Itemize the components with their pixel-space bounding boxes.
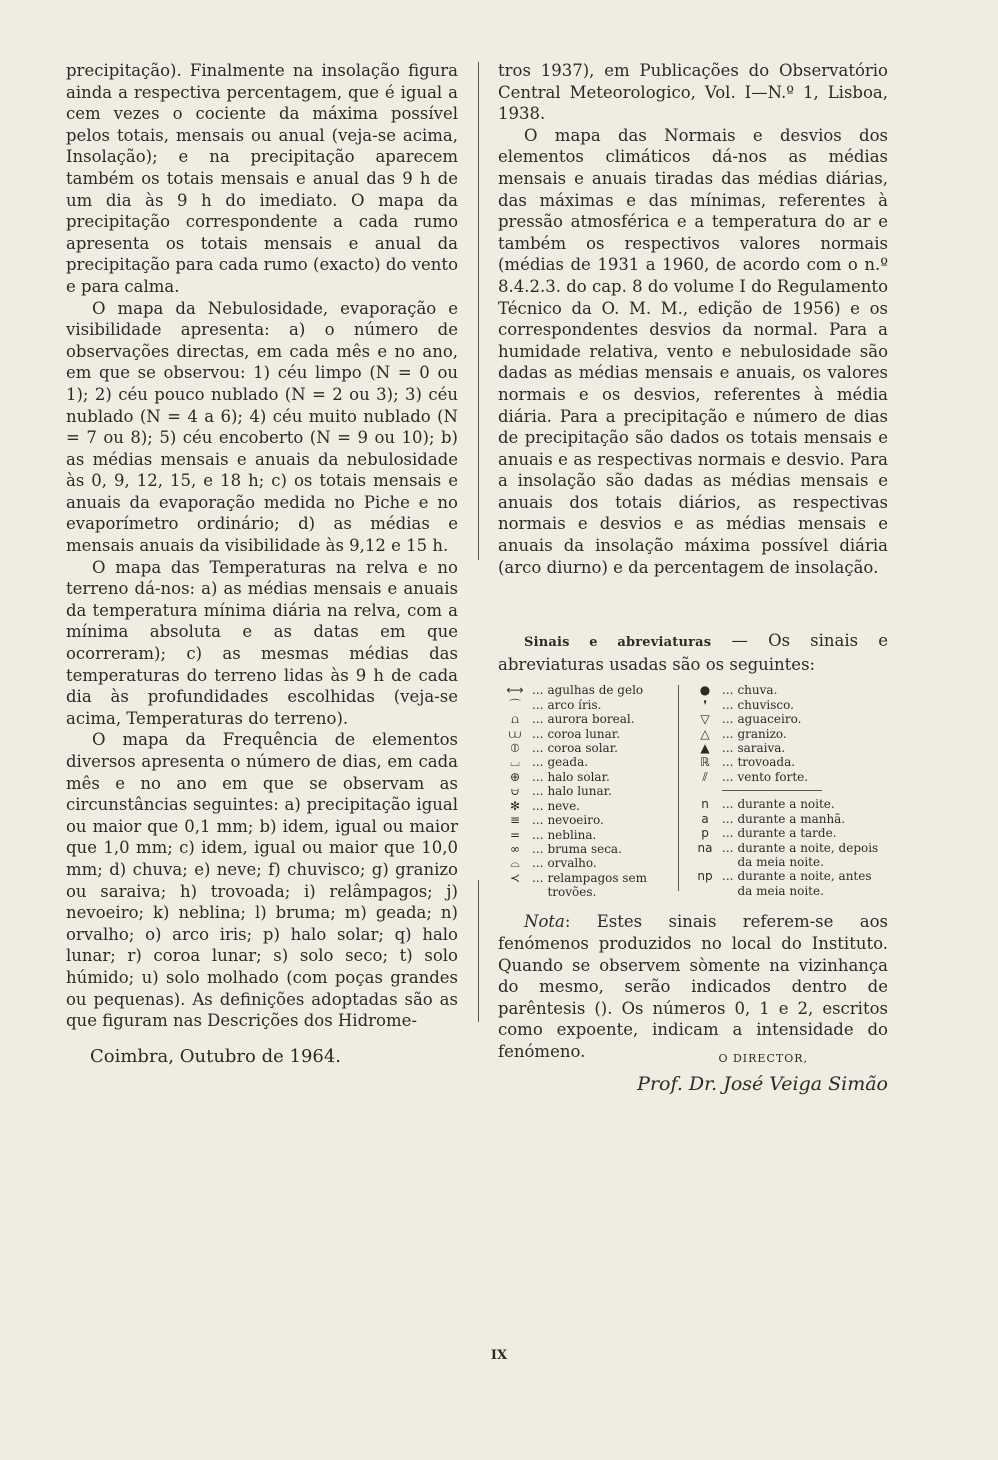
- signs_left-row: ⩊ ... coroa lunar.: [498, 727, 678, 741]
- signs_right-text: saraiva.: [737, 741, 786, 756]
- abbrev-code: np: [697, 869, 713, 884]
- weather-symbol-icon: ⊕: [509, 769, 521, 784]
- nota-paragraph: [498, 911, 888, 1062]
- weather-symbol-icon: ❜: [703, 697, 707, 712]
- signs_left-text: coroa lunar.: [547, 726, 621, 741]
- left-paragraph-3: O mapa das Temperaturas na relva e no terreno dá-nos: a) as médias mensais e anuais da temperatura mínima diária na relva, com a mínima absoluta e as datas em que ocorreram); c) as mesmas médias das temperaturas do terreno lidas às 9 h de cada dia às profundidades escolhidas (veja-se acima, Temperaturas do terreno).: [66, 557, 458, 728]
- weather-symbol-icon: △: [700, 726, 710, 741]
- left-column: [66, 60, 458, 1032]
- sinais-title: Sinais e abreviaturas: [524, 635, 712, 651]
- signs_left-text: neve.: [547, 798, 580, 813]
- signs_left-text: nevoeiro.: [547, 813, 604, 828]
- place-date: Coimbra, Outubro de 1964.: [90, 1046, 342, 1067]
- weather-symbol-icon: ≡: [509, 813, 521, 828]
- right-paragraph-2: O mapa das Normais e desvios dos elementos climáticos dá-nos as médias mensais e anuais tiradas das médias diárias, das máximas e das mínimas, referentes à pressão atmosférica e a temperatura do ar e também os respectivos valores normais (médias de 1931 a 1960, de acordo com o n.º 8.4.2.3. do cap. 8 do volume I do Regulamento Técnico da O. M. M., edição de 1956) e os correspondentes desvios da normal. Para a humidade relativa, vento e nebulosidade são dadas as médias mensais e anuais, os valores normais e os desvios, referentes à média diária. Para a precipitação e número de dias de precipitação são dados os totais mensais e anuais e as respectivas normais e desvio. Para a insolação são dadas as médias mensais e anuais dos totais diários, as respectivas normais e desvios e as médias mensais e anuais da insolação máxima possível diária (arco diurno) e da percentagem de insolação.: [498, 125, 888, 577]
- signs_right-text: trovoada.: [737, 755, 796, 770]
- signs_right-row: ● ... chuva.: [688, 683, 888, 697]
- right-paragraph-1: tros 1937), em Publicações do Observatório Central Meteorologico, Vol. I—N.º 1, Lisboa, 1938.: [498, 61, 888, 124]
- abbrev-code: na: [697, 840, 713, 855]
- signs_right-text: chuvisco.: [737, 697, 794, 712]
- signs_left-row: ✻ ... neve.: [498, 799, 678, 813]
- signs_left-row: ⌓ ... orvalho.: [498, 856, 678, 870]
- signs_left-text: coroa solar.: [547, 741, 618, 756]
- weather-symbol-icon: ⫽: [702, 769, 708, 784]
- signs_left-row: ⌴ ... geada.: [498, 755, 678, 769]
- signs_right-row: ⫽ ... vento forte.: [688, 770, 888, 784]
- signs-right-list: [688, 683, 888, 898]
- weather-symbol-icon: ▲: [700, 741, 710, 756]
- director-title: O DIRECTOR,: [718, 1052, 808, 1065]
- signs_right-row: △ ... granizo.: [688, 727, 888, 741]
- weather-symbol-icon: ⌒: [508, 697, 521, 712]
- signs_left-row: ⦶ ... coroa solar.: [498, 741, 678, 755]
- signs_right-row: ℝ ... trovoada.: [688, 755, 888, 769]
- signs_right-text: granizo.: [737, 726, 787, 741]
- signs_left-text: halo solar.: [547, 769, 610, 784]
- signs_left-text: geada.: [547, 755, 589, 770]
- left-paragraph-2: O mapa da Nebulosidade, evaporação e visibilidade apresenta: a) o número de observações directas, em cada mês e no ano, em que se observou: 1) céu limpo (N = 0 ou 1); 2) céu pouco nublado (N = 2 ou 3); 3) céu nublado (N = 4 a 6); 4) céu muito nublado (N = 7 ou 8); 5) céu encoberto (N = 9 ou 10); b) as médias mensais e anuais da nebulosidade às 0, 9, 12, 15, e 18 h; c) os totais mensais e anuais da evaporação medida no Piche e no evaporímetro ordinário; d) as médias e mensais anuais da visibilidade às 9,12 e 15 h.: [66, 298, 458, 556]
- signs_left-row: ⟷ ... agulhas de gelo: [498, 683, 678, 697]
- weather-symbol-icon: ●: [699, 683, 711, 698]
- signs_left-row: ⊕ ... halo solar.: [498, 770, 678, 784]
- signs_left-text: bruma seca.: [547, 841, 622, 856]
- signs_left-text: neblina.: [547, 827, 597, 842]
- weather-symbol-icon: ⦶: [510, 741, 520, 756]
- weather-symbol-icon: ⌓: [510, 856, 520, 871]
- signs_left-row: ⩍ ... aurora boreal.: [498, 712, 678, 726]
- weather-symbol-icon: ⩊: [508, 726, 522, 741]
- column-divider-gap: [478, 560, 481, 880]
- signs_left-row: ≺ ... relampagos sem trovões.: [498, 871, 678, 900]
- weather-symbol-icon: ∞: [510, 841, 520, 856]
- director-name: Prof. Dr. José Veiga Simão: [637, 1073, 888, 1095]
- abbrev-text: durante a noite, antes da meia noite.: [737, 869, 872, 898]
- sinais-heading: [498, 630, 888, 675]
- signs_right-row: ❜ ... chuvisco.: [688, 698, 888, 712]
- signs_left-text: orvalho.: [547, 856, 597, 871]
- signs_right-row: ▽ ... aguaceiro.: [688, 712, 888, 726]
- signs_right-row: ▲ ... saraiva.: [688, 741, 888, 755]
- left-paragraph-4: O mapa da Frequência de elementos diversos apresenta o número de dias, em cada mês e no ano em que se observam as circunstâncias seguintes: a) precipitação igual ou maior que 0,1 mm; b) idem, igual ou maior que 1,0 mm; c) idem, igual ou maior que 10,0 mm; d) chuva; e) neve; f) chuvisco; g) granizo ou saraiva; h) trovoada; i) relâmpagos; j) nevoeiro; k) neblina; l) bruma; m) geada; n) orvalho; o) arco iris; p) halo solar; q) halo lunar; r) coroa lunar; s) solo seco; t) solo húmido; u) solo molhado (com poças grandes ou pequenas). As definições adoptadas são as que figuram nas Descrições dos Hidrome-: [66, 730, 458, 1031]
- abbrev-row: na ... durante a noite, depois da meia noite.: [688, 841, 888, 870]
- weather-symbol-icon: ⩁: [510, 784, 520, 799]
- page-number: IX: [490, 1348, 508, 1363]
- weather-symbol-icon: =: [509, 827, 521, 842]
- abbrev-row: np ... durante a noite, antes da meia noite.: [688, 869, 888, 898]
- abbrev-code: n: [701, 797, 709, 812]
- left-paragraph-1: precipitação). Finalmente na insolação figura ainda a respectiva percentagem, que é igual a cem vezes o cociente da máxima possível pelos totais, mensais ou anual (veja-se acima, Insolação); e na precipitação aparecem também os totais mensais e anual das 9 h de um dia às 9 h do imediato. O mapa da precipitação correspondente a cada rumo apresenta os totais mensais e anual da precipitação para cada rumo (exacto) do vento e para calma.: [66, 61, 458, 296]
- weather-symbol-icon: ⩍: [511, 712, 519, 727]
- weather-symbol-icon: ⟷: [506, 683, 524, 698]
- abbrev-row: a ... durante a manhã.: [688, 812, 888, 826]
- abbrev-text: durante a tarde.: [737, 826, 837, 841]
- abbrev-code: p: [701, 826, 709, 841]
- weather-symbol-icon: ⌴: [510, 755, 520, 770]
- weather-symbol-icon: ≺: [509, 870, 521, 885]
- signs_left-row: ⌒ ... arco íris.: [498, 698, 678, 712]
- weather-symbol-icon: ✻: [509, 798, 521, 813]
- signature-block: [600, 1052, 888, 1095]
- abbrev-divider: [722, 790, 822, 791]
- abbrev-text: durante a noite.: [737, 797, 835, 812]
- signs_left-text: agulhas de gelo: [547, 683, 644, 698]
- signs_left-row: ∞ ... bruma seca.: [498, 842, 678, 856]
- signs_left-row: ⩁ ... halo lunar.: [498, 784, 678, 798]
- abbrev-row: n ... durante a noite.: [688, 797, 888, 811]
- signs_left-row: ≡ ... nevoeiro.: [498, 813, 678, 827]
- sinais-intro: — Os sinais e abreviaturas usadas são os seguintes:: [498, 631, 889, 674]
- abbrev-row: p ... durante a tarde.: [688, 826, 888, 840]
- nota-text: : Estes sinais referem-se aos fenómenos produzidos no local do Instituto. Quando se observem sòmente na vizinhança do mesmo, serão indicados dentro de parêntesis (). Os números 0, 1 e 2, escritos como expoente, indicam a intensidade do fenómeno.: [498, 912, 888, 1061]
- abbrev-code: a: [701, 811, 709, 826]
- abbrev-text: durante a manhã.: [737, 811, 846, 826]
- signs_left-text: aurora boreal.: [547, 712, 635, 727]
- signs-legend: [498, 683, 888, 901]
- signs_left-text: arco íris.: [547, 697, 602, 712]
- signs_right-text: chuva.: [737, 683, 778, 698]
- signs-divider: [678, 685, 679, 891]
- signs-left-list: [498, 683, 678, 899]
- signs_right-text: vento forte.: [737, 769, 809, 784]
- signs_left-row: = ... neblina.: [498, 828, 678, 842]
- signs_left-text: relampagos sem trovões.: [547, 870, 648, 900]
- weather-symbol-icon: ▽: [700, 712, 710, 727]
- nota-label: Nota: [524, 912, 565, 932]
- right-column: [498, 60, 888, 1063]
- weather-symbol-icon: ℝ: [700, 755, 710, 770]
- abbrev-text: durante a noite, depois da meia noite.: [737, 840, 879, 869]
- signs_left-text: halo lunar.: [547, 784, 612, 799]
- signs_right-text: aguaceiro.: [737, 712, 802, 727]
